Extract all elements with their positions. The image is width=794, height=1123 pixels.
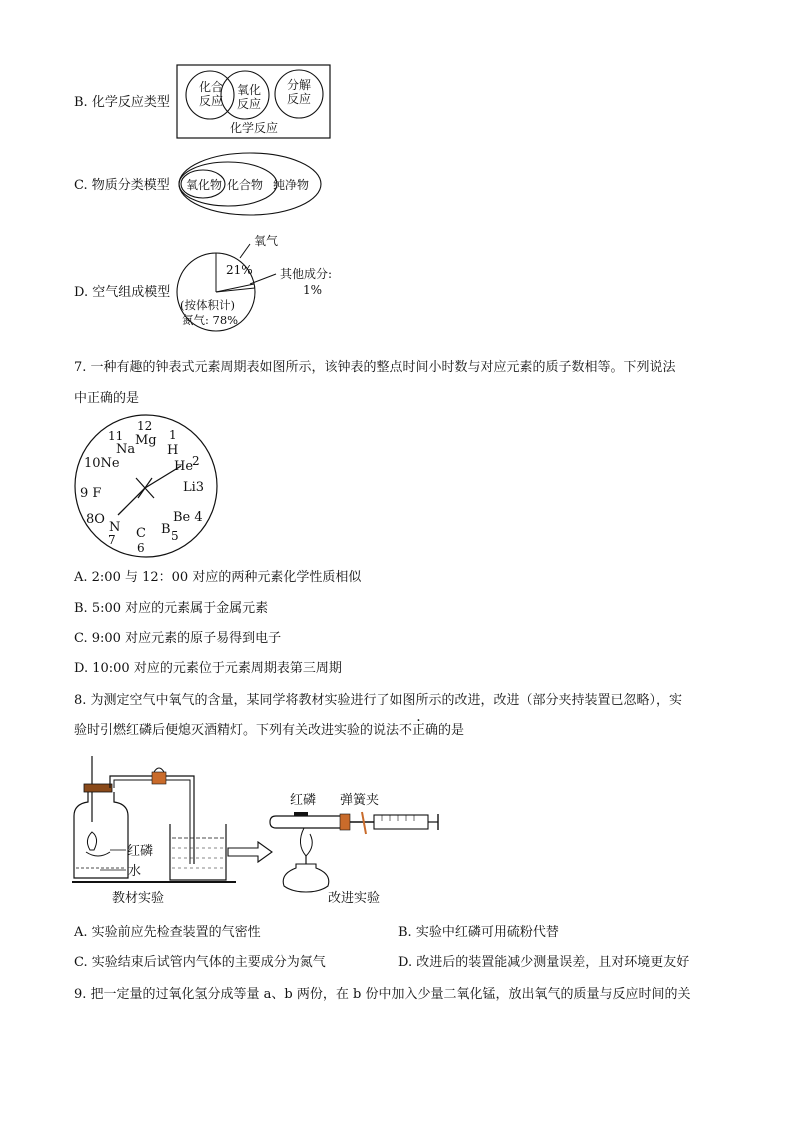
bottle-stopper [84, 784, 112, 792]
pie-divider-a [216, 284, 254, 292]
reaction-types-diagram [176, 64, 332, 140]
oxygen-leader [240, 244, 250, 258]
label-red-phosphorus-2: 红磷 [290, 793, 317, 808]
caption-improved: 改进实验 [328, 891, 381, 906]
clock-mg: Mg [135, 433, 157, 448]
pure-substance-label: 纯净物 [273, 178, 310, 192]
test-tube [270, 816, 340, 828]
other-percent: 1% [303, 283, 323, 297]
clock-be: Be 4 [173, 510, 203, 525]
clock-he: He [174, 459, 194, 474]
clock-c: C [136, 526, 146, 541]
oxidation-line1: 氧化 [237, 83, 262, 97]
oxygen-experiment-figure [70, 752, 450, 912]
collecting-bottle [74, 792, 128, 878]
option-b-label: B. 化学反应类型 [74, 95, 170, 110]
q7-option-a: A. 2:00 与 12：00 对应的两种元素化学性质相似 [74, 570, 362, 585]
combination-line2: 反应 [199, 94, 224, 108]
option-c-label: C. 物质分类模型 [74, 178, 170, 193]
diagram-caption: 化学反应 [230, 121, 279, 135]
arrow-icon [228, 842, 272, 862]
q7-option-c: C. 9:00 对应元素的原子易得到电子 [74, 631, 282, 646]
option-d-label: D. 空气组成模型 [74, 285, 171, 300]
substance-classification-diagram [176, 150, 326, 220]
nitrogen-label: 氮气: 78% [182, 313, 239, 327]
decomposition-line1: 分解 [287, 78, 312, 92]
oxygen-percent: 21% [226, 263, 253, 277]
clock-o: 8O [86, 512, 105, 527]
hour-hand [118, 488, 145, 515]
clock-n: N [109, 520, 121, 535]
oxidation-line2: 反应 [237, 97, 262, 111]
tube-clamp [152, 772, 166, 784]
clock-11: 11 [108, 429, 124, 443]
combustion-spoon [86, 852, 110, 856]
tube-plug [340, 814, 350, 830]
q8-option-b: B. 实验中红磷可用硫粉代替 [398, 925, 559, 940]
q8-option-c: C. 实验结束后试管内气体的主要成分为氮气 [74, 955, 326, 970]
caption-textbook: 教材实验 [112, 891, 165, 906]
clock-5: 5 [171, 529, 179, 543]
q8-option-a: A. 实验前应先检查装置的气密性 [74, 925, 261, 940]
q8-option-d: D. 改进后的装置能减少测量误差，且对环境更友好 [398, 955, 690, 970]
beaker [170, 824, 226, 880]
spring-clip [362, 812, 366, 834]
volume-note: (按体积计) [180, 298, 235, 312]
pie-divider-b [216, 288, 255, 292]
alcohol-lamp [283, 864, 329, 892]
clock-ne: 10Ne [84, 456, 120, 471]
label-spring-clip: 弹簧夹 [340, 793, 380, 808]
q7-option-b: B. 5:00 对应的元素属于金属元素 [74, 601, 269, 616]
clock-h: H [167, 443, 179, 458]
q8-stem-part3: 的是 [438, 723, 465, 738]
clock-na: Na [116, 442, 136, 457]
compound-label: 化合物 [227, 178, 264, 192]
red-phosphorus [294, 812, 308, 816]
decomposition-line2: 反应 [287, 92, 312, 106]
combination-line1: 化合 [199, 80, 224, 94]
hand-cross-b [138, 478, 152, 498]
clock-2: 2 [192, 454, 200, 468]
label-water: 水 [128, 864, 142, 879]
clock-li: Li3 [183, 480, 205, 495]
other-leader [250, 274, 276, 284]
q7-option-d: D. 10:00 对应的元素位于元素周期表第三周期 [74, 661, 342, 676]
oxide-label: 氧化物 [186, 178, 223, 192]
q9-stem-line1: 9. 把一定量的过氧化氢分成等量 a、b 两份，在 b 份中加入少量二氧化锰，放出氧气的质量与反应时间的关 [74, 987, 691, 1002]
q7-stem-line2: 中正确的是 [74, 391, 140, 406]
clock-1: 1 [169, 428, 177, 442]
q8-stem-line2 [74, 722, 464, 740]
clock-f: 9 F [80, 486, 102, 501]
flame-icon [87, 832, 96, 850]
clock-7: 7 [108, 533, 116, 547]
clock-12: 12 [137, 419, 153, 433]
oxygen-label: 氧气 [254, 234, 279, 248]
q8-stem-emphasis: 不正确 [399, 723, 439, 738]
label-red-phosphorus: 红磷 [127, 844, 154, 859]
air-composition-pie [176, 228, 356, 338]
q7-stem-line1: 7. 一种有趣的钟表式元素周期表如图所示，该钟表的整点时间小时数与对应元素的质子数相等。下列说法 [74, 360, 676, 375]
other-label: 其他成分: [280, 267, 333, 281]
q8-stem-line1: 8. 为测定空气中氧气的含量，某同学将教材实验进行了如图所示的改进，改进（部分夹持装置已忽略），实 [74, 693, 683, 708]
clamp-spring [154, 768, 164, 772]
clock-b: B [161, 522, 171, 537]
burner-flame [300, 828, 312, 856]
q8-stem-part1: 验时引燃红磷后便熄灭酒精灯。下列有关改进实验的说法 [74, 723, 400, 738]
element-clock [72, 412, 222, 562]
clock-6: 6 [137, 541, 145, 555]
